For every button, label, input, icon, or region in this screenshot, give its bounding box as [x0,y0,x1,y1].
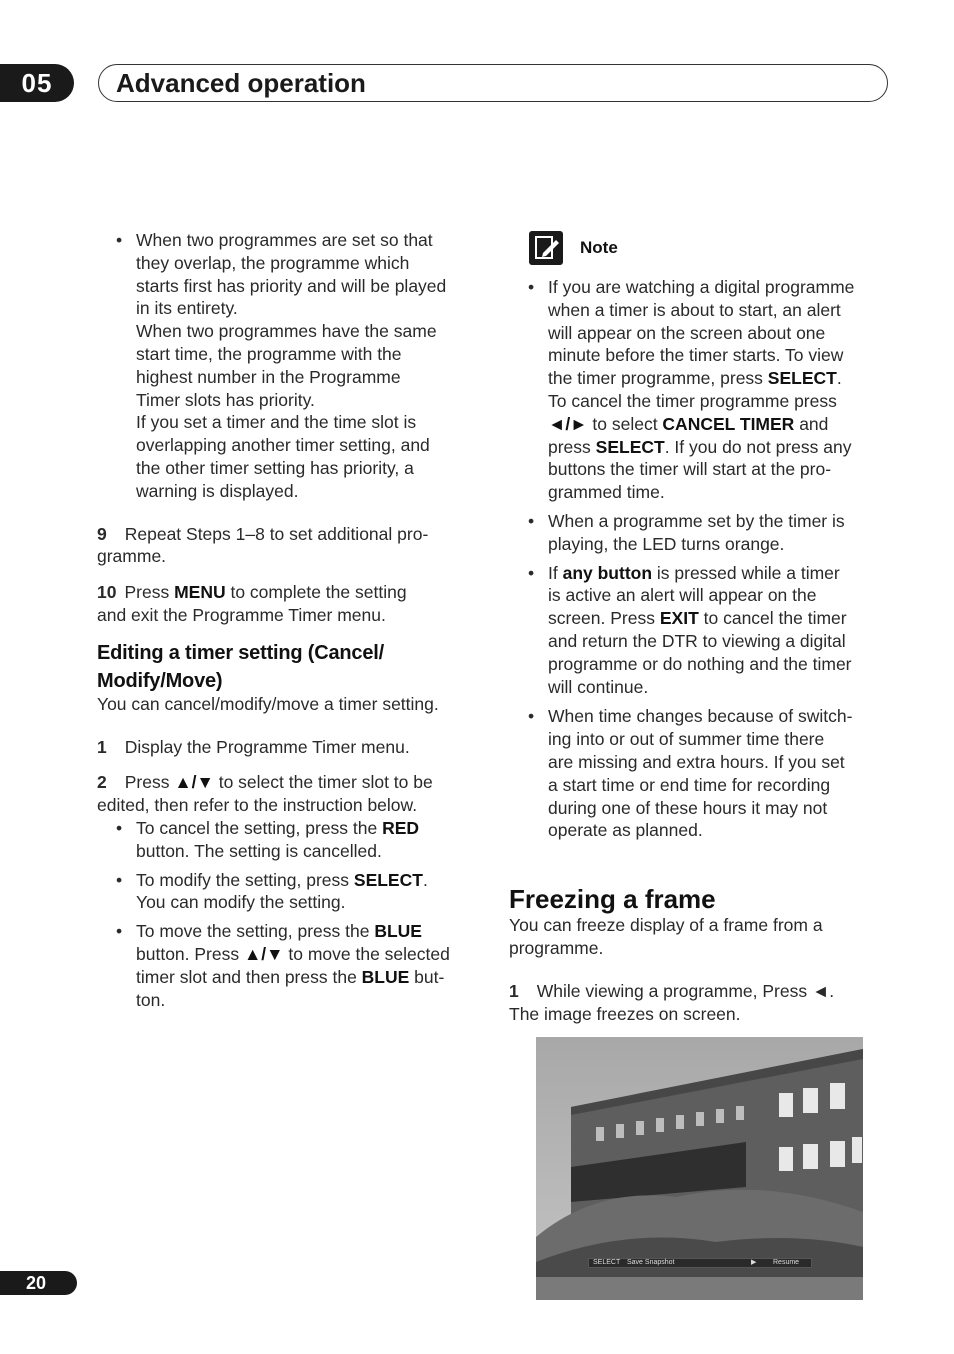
text: the timer programme, press [548,368,768,389]
edit-step-2 [97,771,487,817]
chapter-number-badge: 05 [0,64,74,102]
step-text: Display the Programme Timer menu. [124,736,410,757]
osd-save-snapshot-label: Save Snapshot [627,1259,675,1266]
key-label-blue: BLUE [361,966,410,987]
step-number: 1 [509,980,519,1001]
step-text: and exit the Programme Timer menu. [97,604,386,625]
text: screen. Press [548,608,660,629]
note-header [529,231,894,265]
text-line: When two programmes have the same [136,321,437,342]
step-10 [97,581,487,627]
text: To modify the setting, press [136,869,354,890]
text: is pressed while a timer [652,562,840,583]
note-bullet-3: • If any button is pressed while a timer is active an alert will appear on the screen. Press EXIT to cancel the timer and return the DTR to viewing a digital programme or do nothing and the timer will continue. [509,562,894,699]
step-number: 1 [97,736,107,757]
editing-intro: You can cancel/modify/move a timer setting. [97,693,439,714]
text-line: start time, the programme with the [136,343,402,364]
text-line: minute before the timer starts. To view [548,345,844,366]
text-line: programme or do nothing and the timer [548,653,852,674]
osd-resume-label: Resume [773,1259,800,1266]
step-number: 9 [97,523,107,544]
text-line: during one of these hours it may not [548,797,828,818]
key-label-exit: EXIT [659,608,699,629]
text-line: will continue. [548,676,649,697]
edit-step-1 [97,736,487,759]
key-label-menu: MENU [174,582,226,603]
step-text: Repeat Steps 1–8 to set additional pro- [124,523,429,544]
text: to select [587,413,663,434]
left-column [97,229,487,1011]
key-label-any-button: any button [562,562,653,583]
text-line: When time changes because of switch- [548,706,853,727]
text-line: To cancel the timer programme press [548,390,837,411]
bullet-cancel: • To cancel the setting, press the RED button. The setting is cancelled. [97,817,487,863]
text: button. Press [136,943,244,964]
text-line: when a timer is about to start, an alert [548,299,841,320]
text: but- [409,966,445,987]
left-right-arrow-icon: ◄/► [548,413,588,434]
text: press [548,436,596,457]
right-column [509,231,894,1025]
key-label-cancel-timer: CANCEL TIMER [662,413,795,434]
note-bullet-1: • If you are watching a digital programme when a timer is about to start, an alert will appear on the screen about one minute before the timer starts. To view the timer programme, press SELECT. To cancel the timer programme press ◄/► to select CANCEL TIMER and press SELECT. If you do not press any buttons the timer will start at the pro- grammed time. [509,276,894,504]
text-line: When two programmes are set so that [136,230,433,250]
text-line: If you set a timer and the time slot is [136,412,417,433]
key-label-select: SELECT [767,368,837,389]
note-label: Note [580,237,618,257]
text-line: a start time or end time for recording [548,774,831,795]
osd-select-label: SELECT [593,1259,621,1266]
step-9 [97,523,487,569]
text-line: they overlap, the programme which [136,252,410,273]
text-line: and return the DTR to viewing a digital [548,630,846,651]
up-down-arrow-icon: ▲/▼ [174,772,214,793]
text-line: ton. [136,989,166,1010]
step-number: 10 [97,582,117,603]
editing-heading [97,639,487,695]
bullet-modify: • To modify the setting, press SELECT. You can modify the setting. [97,869,487,915]
step-text: The image freezes on screen. [509,1003,741,1024]
text-line: will appear on the screen about one [548,322,826,343]
text: To move the setting, press the [136,921,375,942]
text-line: warning is displayed. [136,480,299,501]
text-line: If you are watching a digital programme [548,277,855,297]
text-line: overlapping another timer setting, and [136,435,430,456]
pencil-note-icon [529,231,563,265]
text: to cancel the timer [698,608,847,629]
step-text: Press [124,582,175,603]
key-label-select: SELECT [595,436,665,457]
text: . [836,368,842,389]
text: . If you do not press any [664,436,852,457]
step-text: gramme. [97,546,167,567]
text: To cancel the setting, press the [136,817,383,838]
note-bullet-4: • When time changes because of switch- ing into or out of summer time there are missing and extra hours. If you set a start time or end time for recording during one of these hours it may not operate as planned. [509,705,894,842]
freeze-step-1 [509,980,894,1026]
chapter-title: Advanced operation [116,68,366,98]
freezing-intro [509,914,894,960]
step-text: While viewing a programme, Press ◄. [536,980,835,1001]
key-label-red: RED [382,817,420,838]
text-line: highest number in the Programme [136,366,401,387]
text-line: You can modify the setting. [136,892,346,913]
text-line: When a programme set by the timer is [548,510,845,531]
text-line: button. The setting is cancelled. [136,840,382,861]
text-line: You can freeze display of a frame from a [509,915,823,936]
text-line: playing, the LED turns orange. [548,533,785,554]
text-line: operate as planned. [548,820,703,841]
step-text: edited, then refer to the instruction below. [97,795,418,816]
text-line: programme. [509,937,604,958]
text: to move the selected [283,943,450,964]
note-bullet-2: • When a programme set by the timer is playing, the LED turns orange. [509,510,894,556]
text: If [548,562,563,583]
text-line: Timer slots has priority. [136,389,315,410]
heading-line: Modify/Move) [97,669,223,692]
key-label-select: SELECT [353,869,423,890]
chapter-title-box [98,64,888,102]
bullet-move: • To move the setting, press the BLUE button. Press ▲/▼ to move the selected timer slot and then press the BLUE but- ton. [97,920,487,1011]
text-line: buttons the timer will start at the pro- [548,459,832,480]
key-label-blue: BLUE [374,921,422,942]
frozen-frame-photo [536,1037,863,1300]
step-text: to select the timer slot to be [213,772,433,793]
text-line: the other timer setting has priority, a [136,457,414,478]
text-line: starts first has priority and will be played [136,275,447,296]
step-text: Press [124,772,175,793]
text: timer slot and then press the [136,966,362,987]
osd-snapshot-bar [588,1258,812,1268]
step-number: 2 [97,772,107,793]
text-line: ing into or out of summer time there [548,729,825,750]
bullet-overlap: • When two programmes are set so that they overlap, the programme which starts first has priority and will be played in its entirety. When two programmes have the same start time, the programme with the highest number in the Programme Timer slots has priority. If you set a timer and the time slot is overlapping another timer setting, and the other timer setting has priority, a warning is displayed. [97,229,487,503]
osd-arrow-icon: ▶ [751,1259,757,1266]
step-text: to complete the setting [225,582,407,603]
heading-line: Editing a timer setting (Cancel/ [97,641,384,664]
text-line: are missing and extra hours. If you set [548,751,845,772]
text-line: in its entirety. [136,298,238,319]
page-number-badge: 20 [0,1271,77,1295]
text: . [422,869,428,890]
text-line: grammed time. [548,482,665,503]
text-line: is active an alert will appear on the [548,585,817,606]
freezing-heading: Freezing a frame [509,884,716,915]
text: and [794,413,829,434]
up-down-arrow-icon: ▲/▼ [243,943,284,964]
